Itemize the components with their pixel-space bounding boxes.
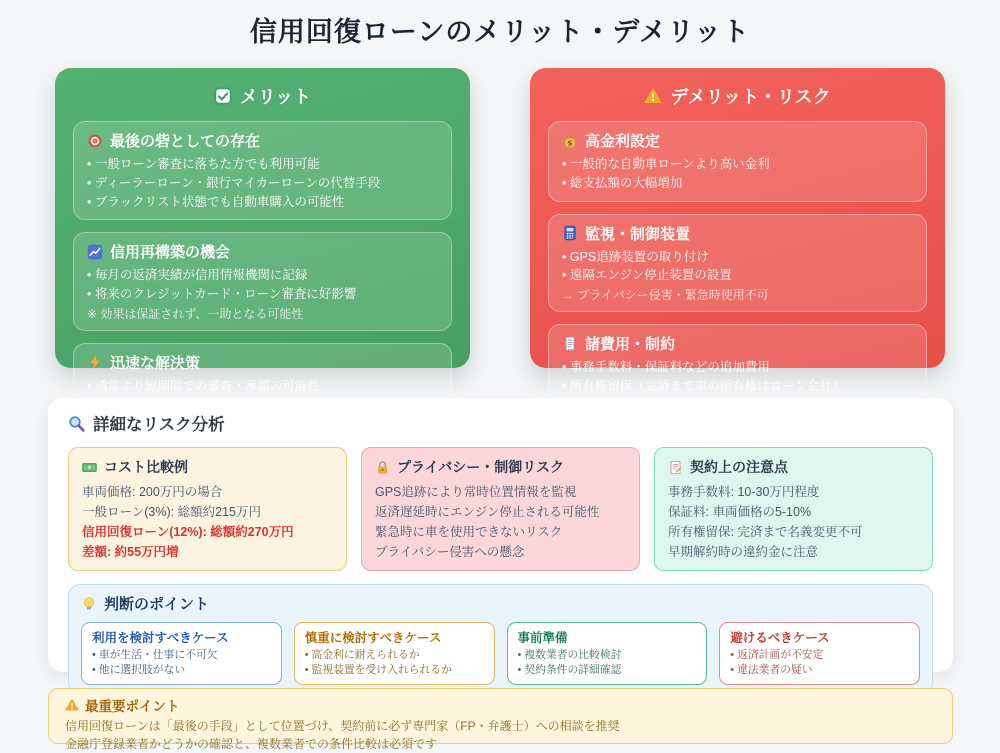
merit-section-title: 最後の砦としての存在 [110,133,261,150]
case-bullet: • 違法業者の疑い [730,664,813,677]
case-bullet: • 複数業者の比較検討 [517,649,622,661]
demerit-section-monitoring [548,214,927,313]
merit-bullet: • ブラックリスト状態でも自動車購入の可能性 [87,194,345,209]
merits-card [55,68,470,393]
merit-bullet: • ディーラーローン・銀行マイカーローンの代替手段 [87,175,381,190]
key-point-line: 信用回復ローンは「最後の手段」として位置づけ、契約前に必ず専門家（FP・弁護士）への相談を推奨 [65,719,620,733]
demerit-section-title: 諸費用・制約 [585,336,676,353]
case-title: 避けるべきケース [730,631,830,645]
lock-icon [375,460,390,475]
demerits-header [548,83,927,109]
key-point-line: 金融庁登録業者かどうかの確認と、複数業者での条件比較は必須です [65,737,438,751]
risk-analysis-card [48,398,953,677]
banknote-icon [82,460,97,475]
demerit-note: → プライバシー侵害・緊急時使用不可 [562,288,769,302]
case-title: 事前準備 [517,631,568,645]
risk-analysis-header [68,411,933,435]
key-point-header [65,695,936,715]
key-point-title: 最重要ポイント [85,699,180,714]
case-bullet: • 契約条件の詳細確認 [517,664,622,677]
contract-notes-box [654,447,933,571]
page-title: 信用回復ローンのメリット・デメリット [249,17,751,47]
demerit-bullet: • GPS追跡装置の取り付け [562,249,709,264]
merit-bullet: • 通常より短期間での審査・承認の可能性 [87,378,320,393]
case-preparation-box [507,622,708,685]
demerit-bullet: • 所有権留保（完済まで車の所有権はローン会社） [562,378,845,393]
judgment-title: 判断のポイント [104,596,210,613]
case-title: 利用を検討すべきケース [92,631,229,645]
bulb-icon [81,596,97,612]
pager-icon [562,225,578,241]
contract-line: 早期解約時の違約金に注意 [668,545,819,559]
contract-box-title: 契約上の注意点 [690,459,788,475]
svg-text:$: $ [567,137,573,147]
merit-section-credit-rebuild [73,232,452,331]
merit-section-last-resort [73,121,452,220]
case-bullet: • 車が生活・仕事に不可欠 [92,649,218,661]
judgment-header [81,593,920,614]
cost-highlight: 差額: 約55万円増 [82,545,179,559]
privacy-line: GPS追跡により常時位置情報を監視 [375,485,577,499]
cost-line: 一般ローン(3%): 総額約215万円 [82,505,261,519]
memo-icon [668,460,683,475]
case-caution-box [294,622,495,685]
warning-icon [644,87,662,105]
demerit-section-fees [548,324,927,405]
demerits-card [530,68,945,393]
key-point-banner [48,688,953,751]
demerit-section-title: 高金利設定 [585,133,661,150]
case-bullet: • 返済計画が不安定 [730,649,824,661]
money-bag-icon [562,133,578,149]
contract-line: 事務手数料: 10-30万円程度 [668,485,820,499]
privacy-line: 緊急時に車を使用できないリスク [375,525,563,539]
privacy-line: プライバシー侵害への懸念 [375,545,525,559]
case-bullet: • 他に選択肢がない [92,664,186,677]
merit-section-quick-solution [73,343,452,405]
checkbox-icon [214,87,232,105]
cost-comparison-box [68,447,347,571]
case-avoid-box [719,622,920,685]
case-title: 慎重に検討すべきケース [304,631,442,645]
cost-box-title: コスト比較例 [104,459,188,475]
case-consider-box [81,622,282,685]
privacy-box-title: プライバシー・制御リスク [397,459,565,475]
demerits-title: デメリット・リスク [670,87,831,107]
lightning-icon [87,354,103,370]
merit-bullet: • 毎月の返済実績が信用情報機関に記録 [87,268,308,283]
risk-analysis-title: 詳細なリスク分析 [93,416,225,434]
demerit-bullet: • 事務手数料・保証料などの追加費用 [562,360,770,374]
merit-section-title: 信用再構築の機会 [110,244,231,262]
target-icon [87,133,103,149]
contract-line: 保証料: 車両価格の5-10% [668,505,812,519]
receipt-icon [562,336,578,352]
demerit-section-high-interest [548,121,927,202]
merit-bullet: • 将来のクレジットカード・ローン審査に好影響 [87,287,357,301]
cost-line: 車両価格: 200万円の場合 [82,485,223,499]
contract-line: 所有権留保: 完済まで名義変更不可 [668,525,863,539]
demerit-section-title: 監視・制御装置 [585,225,691,243]
warning-icon [65,698,79,712]
merits-header [73,83,452,109]
merit-section-title: 迅速な解決策 [110,354,201,372]
chart-up-icon [87,244,103,260]
privacy-line: 返済遅延時にエンジン停止される可能性 [375,505,600,519]
cost-highlight: 信用回復ローン(12%): 総額約270万円 [82,525,294,539]
merit-bullet: • 一般ローン審査に落ちた方でも利用可能 [87,157,320,171]
magnifier-icon [68,415,85,432]
demerit-bullet: • 一般的な自動車ローンより高い金利 [562,157,770,171]
judgment-points-section [68,584,933,695]
case-bullet: • 監視装置を受け入れられるか [304,664,452,677]
privacy-risk-box [361,447,640,571]
case-bullet: • 高金利に耐えられるか [304,649,420,661]
demerit-bullet: • 遠隔エンジン停止装置の設置 [562,268,732,283]
merits-title: メリット [239,87,312,107]
demerit-bullet: • 総支払額の大幅増加 [562,175,683,190]
merit-note: ※ 効果は保証されず、一助となる可能性 [87,306,304,321]
